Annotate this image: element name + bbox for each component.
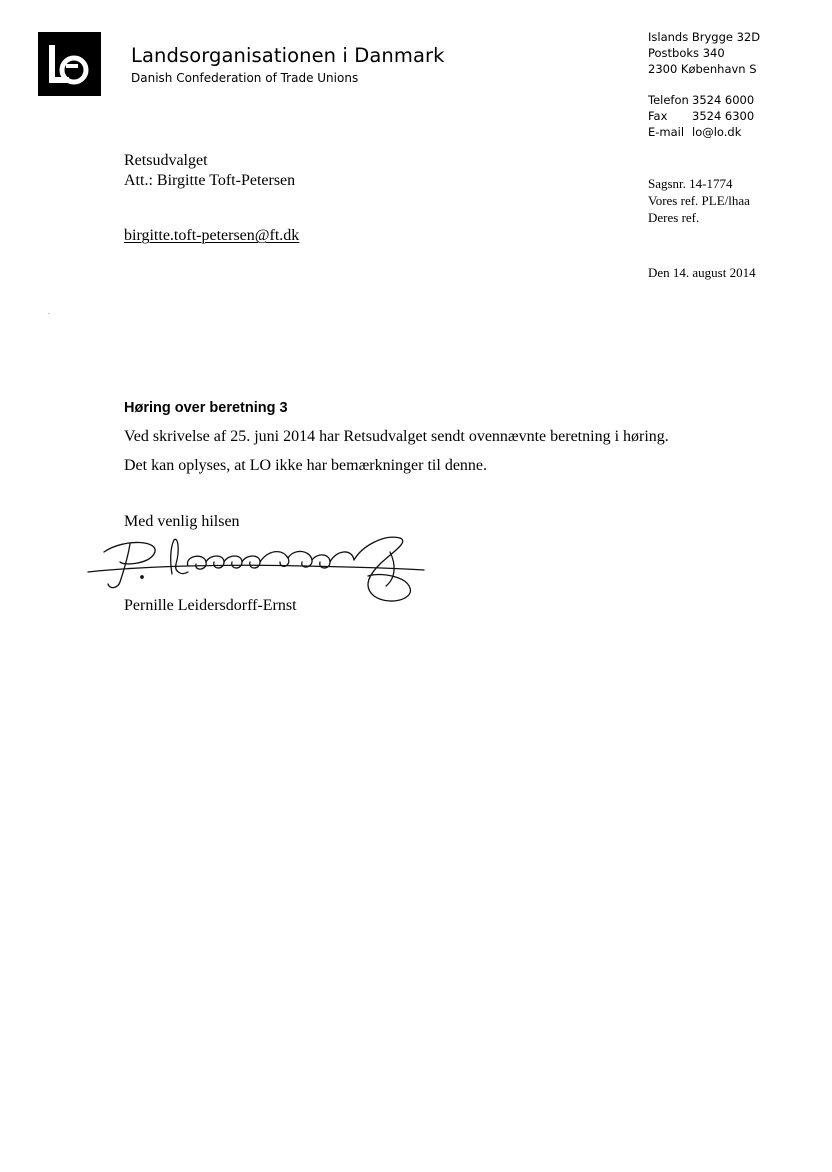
recipient-email-link[interactable]: birgitte.toft-petersen@ft.dk [124, 227, 300, 244]
letter-closing: Med venlig hilsen [124, 513, 240, 530]
reference-line: Sagsnr. 14-1774 [648, 176, 733, 191]
contact-value: 3524 6300 [692, 109, 755, 123]
contact-label: Telefon [648, 93, 689, 107]
contact-row-fax [648, 108, 754, 124]
sender-address [648, 29, 760, 77]
contact-row-email [648, 124, 754, 140]
reference-line: Deres ref. [648, 210, 700, 225]
organization-subtitle: Danish Confederation of Trade Unions [131, 71, 359, 85]
contact-value: 3524 6000 [692, 93, 755, 107]
lo-logo [38, 32, 101, 96]
contact-value: lo@lo.dk [692, 125, 742, 139]
contact-label: E-mail [648, 125, 685, 139]
recipient-block [124, 151, 295, 191]
contact-label: Fax [648, 109, 668, 123]
letter-date: Den 14. august 2014 [648, 265, 756, 280]
recipient-line: Att.: Birgitte Toft-Petersen [124, 172, 296, 189]
reference-line: Vores ref. PLE/lhaa [648, 193, 750, 208]
lo-logo-mark-icon [38, 32, 101, 96]
scan-speck [48, 313, 50, 314]
address-line: Postboks 340 [648, 46, 725, 60]
organization-name: Landsorganisationen i Danmark [131, 44, 445, 67]
sender-contact [648, 92, 754, 140]
address-line: Islands Brygge 32D [648, 30, 761, 44]
letter-subject: Høring over beretning 3 [124, 400, 288, 416]
signer-name: Pernille Leidersdorff-Ernst [124, 597, 297, 614]
letter-paragraph: Det kan oplyses, at LO ikke har bemærkninger til denne. [124, 457, 488, 474]
contact-row-phone [648, 92, 754, 108]
reference-block [648, 175, 750, 226]
letter-paragraph: Ved skrivelse af 25. juni 2014 har Retsudvalget sendt ovennævnte beretning i høring. [124, 428, 669, 445]
recipient-line: Retsudvalget [124, 152, 208, 169]
address-line: 2300 København S [648, 62, 757, 76]
